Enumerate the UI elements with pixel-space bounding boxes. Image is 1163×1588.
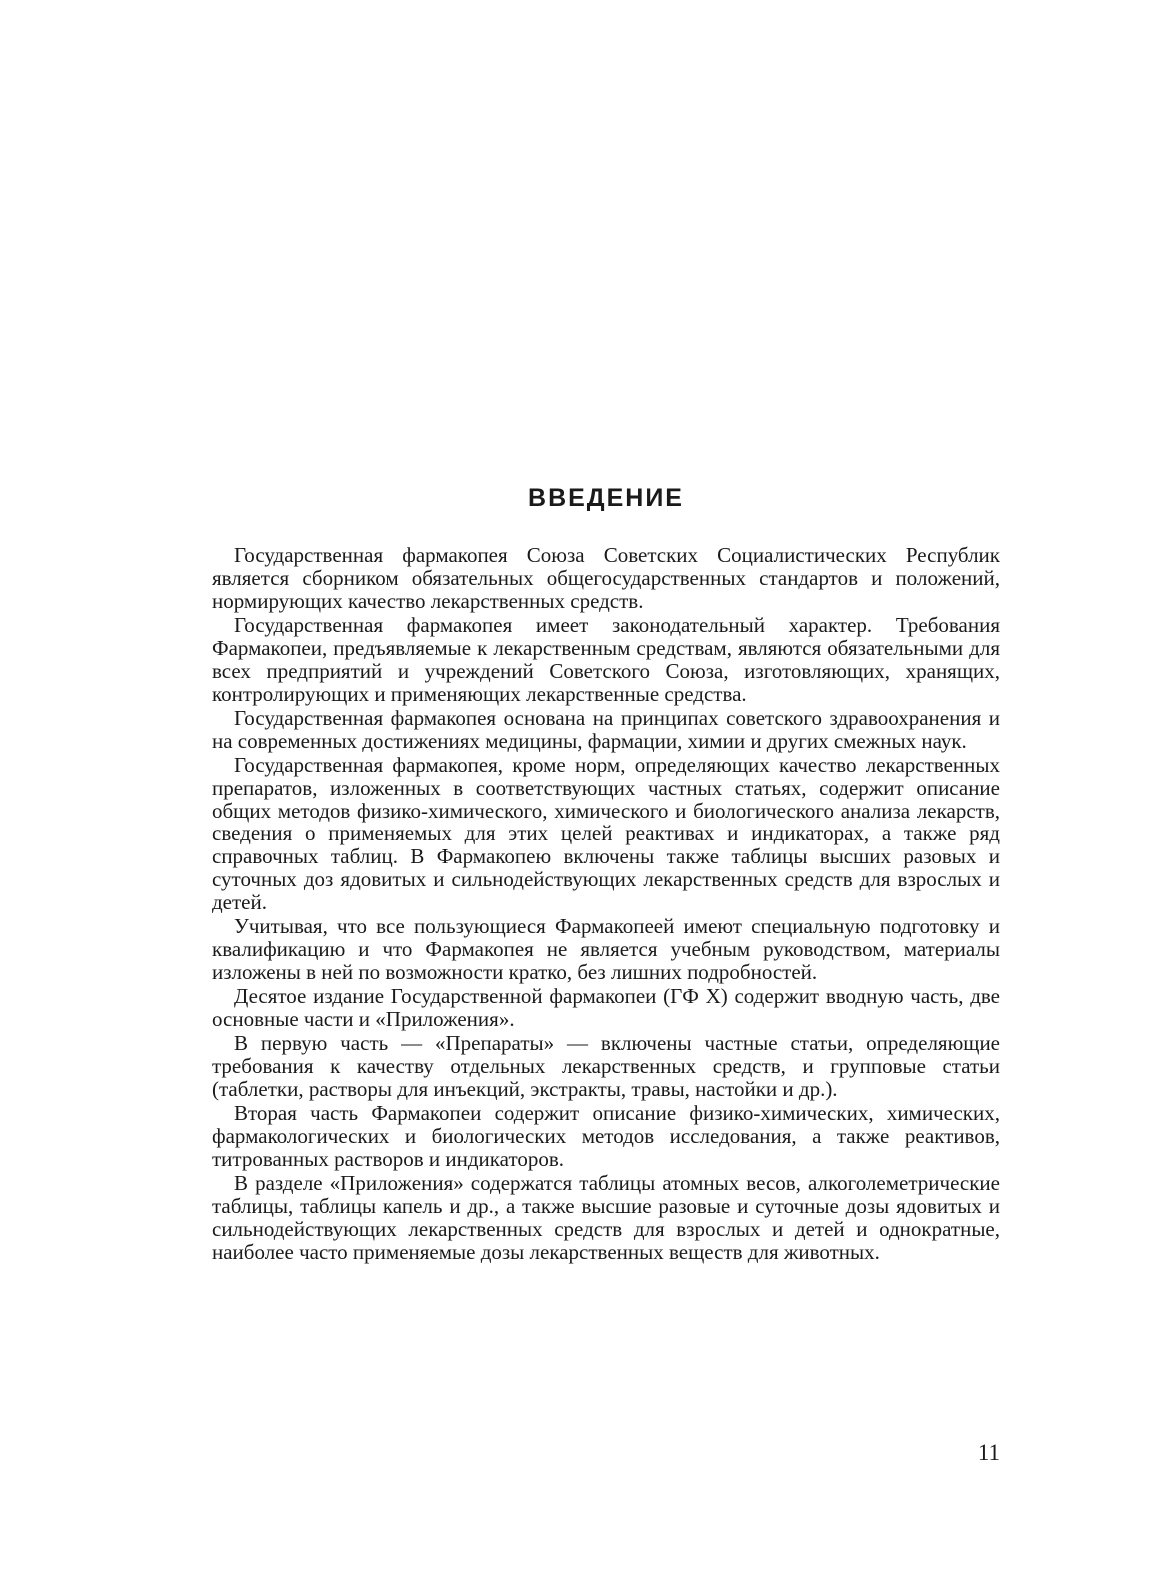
- paragraph: Вторая часть Фармакопеи содержит описание физико-химических, химических, фармакологических и биологических методов исследования, а также реактивов, титрованных растворов и индикаторов.: [212, 1101, 1000, 1171]
- body-text: [212, 544, 1000, 1265]
- paragraph: В первую часть — «Препараты» — включены частные статьи, определяющие требования к качеству отдельных лекарственных средств, и групповые статьи (таблетки, растворы для инъекций, экстракты, травы, настойки и др.).: [212, 1031, 1000, 1101]
- paragraph: Государственная фармакопея, кроме норм, определяющих качество лекарственных препаратов, изложенных в соответствующих частных статьях, содержит описание общих методов физико-химического, химического и биологического анализа лекарств, сведения о применяемых для этих целей реактивах и индикаторах, а также ряд справочных таблиц. В Фармакопею включены также таблицы высших разовых и суточных доз ядовитых и сильнодействующих лекарственных средств для взрослых и детей.: [212, 752, 1000, 915]
- paragraph: Учитывая, что все пользующиеся Фармакопеей имеют специальную подготовку и квалификацию и что Фармакопея не является учебным руководством, материалы изложены в ней по возможности кратко, без лишних подробностей.: [212, 914, 1000, 985]
- page-number: 11: [977, 1440, 1000, 1465]
- paragraph: Государственная фармакопея имеет законодательный характер. Требования Фармакопеи, предъявляемые к лекарственным средствам, являются обязательными для всех предприятий и учреждений Советского Союза, изготовляющих, хранящих, контролирующих и применяющих лекарственные средства.: [212, 612, 1000, 706]
- paragraph: Государственная фармакопея основана на принципах советского здравоохранения и на современных достижениях медицины, фармации, химии и других смежных наук.: [212, 705, 1000, 753]
- paragraph: Государственная фармакопея Союза Советских Социалистических Республик является сборником обязательных общегосударственных стандартов и положений, нормирующих качество лекарственных средств.: [212, 543, 1000, 613]
- paragraph: В разделе «Приложения» содержатся таблицы атомных весов, алкоголеметрические таблицы, таблицы капель и др., а также высшие разовые и суточные дозы ядовитых и сильнодействующих лекарственных средств для взрослых и детей и однократные, наиболее часто применяемые дозы лекарственных веществ для животных.: [212, 1170, 1000, 1264]
- section-heading: ВВЕДЕНИЕ: [528, 484, 684, 512]
- paragraph: Десятое издание Государственной фармакопеи (ГФ X) содержит вводную часть, две основные части и «Приложения».: [212, 984, 1000, 1032]
